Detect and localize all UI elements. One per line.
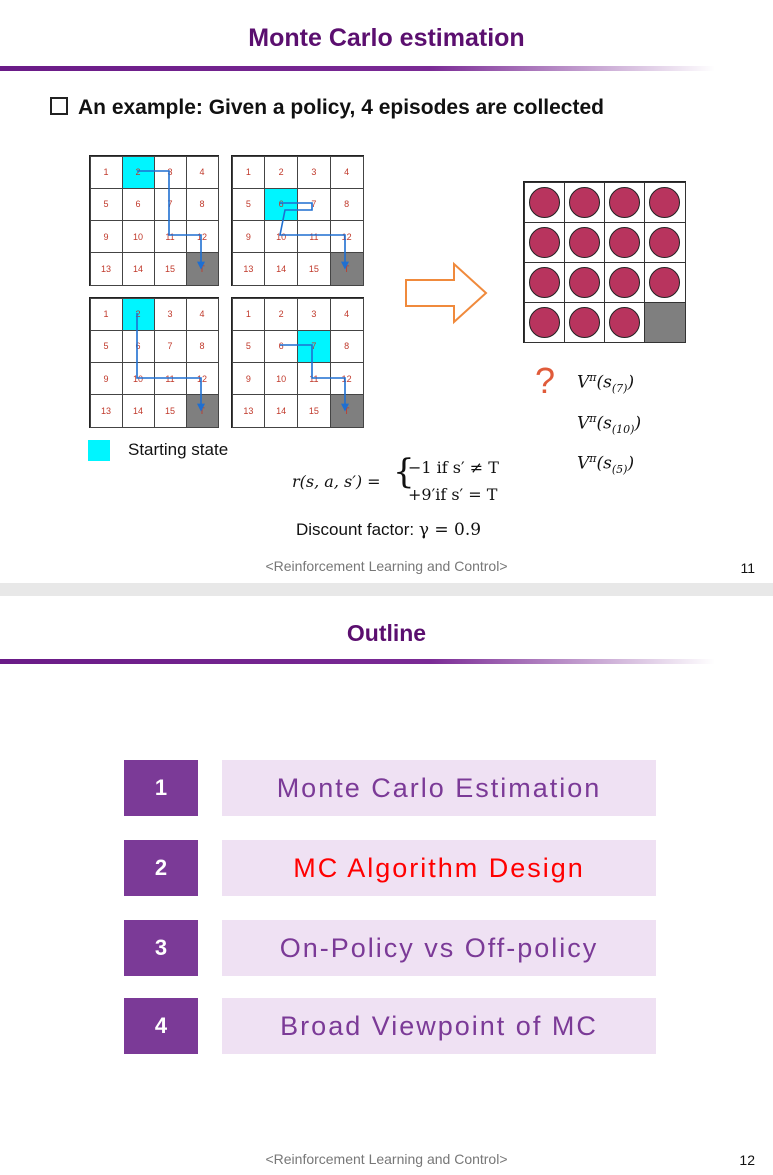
value-cell bbox=[564, 222, 605, 263]
value-dot-icon bbox=[529, 187, 560, 218]
outline-number-4: 4 bbox=[124, 998, 198, 1054]
grid-cell: 4 bbox=[186, 298, 219, 331]
value-v7: $V^\pi(s_{(7)})$ bbox=[577, 371, 635, 396]
right-arrow-icon bbox=[404, 262, 488, 324]
grid-cell: 14 bbox=[122, 252, 155, 285]
grid-cell: 8 bbox=[186, 188, 219, 221]
grid-cell: 12 bbox=[330, 220, 364, 253]
terminal-cell: T bbox=[186, 252, 219, 285]
value-cell bbox=[604, 302, 645, 343]
value-dot-icon bbox=[649, 267, 680, 298]
grid-cell: 2 bbox=[122, 298, 155, 331]
grid-cell: 5 bbox=[90, 330, 123, 363]
discount-value: γ = 0.9 bbox=[418, 520, 482, 540]
value-dot-icon bbox=[609, 267, 640, 298]
grid-cell: 15 bbox=[297, 394, 331, 427]
starting-state-swatch bbox=[88, 440, 110, 461]
outline-item-4[interactable]: Broad Viewpoint of MC bbox=[222, 998, 656, 1054]
heading-text: An example: Given a policy, 4 episodes are collected bbox=[78, 96, 604, 119]
grid-cell: 10 bbox=[264, 362, 298, 395]
footer: <Reinforcement Learning and Control> bbox=[265, 1151, 508, 1167]
value-cell bbox=[644, 222, 685, 263]
value-dot-icon bbox=[569, 227, 600, 258]
value-dot-icon bbox=[529, 227, 560, 258]
grid-cell: 3 bbox=[297, 298, 331, 331]
value-dot-icon bbox=[569, 187, 600, 218]
grid-cell: 9 bbox=[90, 220, 123, 253]
grid-cell: 15 bbox=[154, 394, 187, 427]
value-dot-icon bbox=[609, 307, 640, 338]
outline-item-2[interactable]: MC Algorithm Design bbox=[222, 840, 656, 896]
slide-title: Outline bbox=[346, 620, 427, 646]
value-cell bbox=[644, 182, 685, 223]
episode-grid-1 bbox=[89, 155, 219, 286]
grid-cell: 3 bbox=[154, 156, 187, 189]
value-cell bbox=[564, 302, 605, 343]
grid-cell: 10 bbox=[122, 362, 155, 395]
grid-cell: 14 bbox=[264, 394, 298, 427]
value-cell bbox=[524, 222, 565, 263]
value-cell bbox=[644, 262, 685, 303]
reward-case-2: +9′if s′ = T bbox=[408, 485, 498, 504]
grid-cell: 12 bbox=[186, 362, 219, 395]
value-v5: $V^\pi(s_{(5)})$ bbox=[577, 452, 635, 477]
terminal-cell: T bbox=[186, 394, 219, 427]
grid-cell: 4 bbox=[330, 156, 364, 189]
episode-grid-4 bbox=[231, 297, 364, 428]
slide-11 bbox=[0, 0, 773, 583]
page-number: 11 bbox=[740, 560, 755, 576]
terminal-cell: T bbox=[330, 394, 364, 427]
grid-cell: 11 bbox=[154, 362, 187, 395]
grid-cell: 15 bbox=[154, 252, 187, 285]
grid-cell: 15 bbox=[297, 252, 331, 285]
value-dot-icon bbox=[529, 267, 560, 298]
terminal-cell: T bbox=[330, 252, 364, 285]
grid-cell: 7 bbox=[154, 330, 187, 363]
value-cell bbox=[604, 222, 645, 263]
slide-title: Monte Carlo estimation bbox=[248, 24, 525, 52]
grid-cell: 5 bbox=[232, 330, 266, 363]
slide-heading bbox=[50, 96, 604, 120]
value-dot-icon bbox=[609, 227, 640, 258]
grid-cell: 8 bbox=[186, 330, 219, 363]
grid-cell: 9 bbox=[232, 220, 266, 253]
grid-cell: 4 bbox=[186, 156, 219, 189]
grid-cell: 13 bbox=[90, 252, 123, 285]
grid-cell: 2 bbox=[264, 298, 298, 331]
grid-cell: 7 bbox=[297, 188, 331, 221]
value-cell bbox=[604, 262, 645, 303]
episode-grid-3 bbox=[89, 297, 219, 428]
episode-grid-2 bbox=[231, 155, 364, 286]
value-cell bbox=[524, 182, 565, 223]
grid-cell: 9 bbox=[90, 362, 123, 395]
grid-cell: 13 bbox=[232, 394, 266, 427]
value-dot-icon bbox=[569, 267, 600, 298]
grid-cell: 7 bbox=[154, 188, 187, 221]
grid-cell: 5 bbox=[232, 188, 266, 221]
starting-state-label: Starting state bbox=[128, 440, 229, 459]
value-dot-icon bbox=[649, 187, 680, 218]
grid-cell: 4 bbox=[330, 298, 364, 331]
outline-number-3: 3 bbox=[124, 920, 198, 976]
value-v10: $V^\pi(s_{(10)})$ bbox=[577, 412, 642, 437]
value-cell bbox=[524, 302, 565, 343]
grid-cell: 3 bbox=[154, 298, 187, 331]
outline-number-1: 1 bbox=[124, 760, 198, 816]
value-dot-icon bbox=[609, 187, 640, 218]
outline-number-2: 2 bbox=[124, 840, 198, 896]
grid-cell: 8 bbox=[330, 188, 364, 221]
grid-cell: 14 bbox=[122, 394, 155, 427]
brace: { bbox=[393, 452, 415, 492]
grid-cell: 2 bbox=[122, 156, 155, 189]
grid-cell: 11 bbox=[297, 220, 331, 253]
grid-cell: 1 bbox=[232, 298, 266, 331]
value-cell bbox=[604, 182, 645, 223]
grid-cell: 13 bbox=[232, 252, 266, 285]
outline-item-3[interactable]: On-Policy vs Off-policy bbox=[222, 920, 656, 976]
footer: <Reinforcement Learning and Control> bbox=[265, 558, 508, 574]
grid-cell: 1 bbox=[232, 156, 266, 189]
grid-cell: 12 bbox=[186, 220, 219, 253]
reward-lhs: r(s, a, s′) = bbox=[292, 472, 381, 491]
slide-12 bbox=[0, 596, 773, 1175]
grid-cell: 1 bbox=[90, 298, 123, 331]
grid-cell: 12 bbox=[330, 362, 364, 395]
grid-cell: 6 bbox=[264, 188, 298, 221]
value-cell bbox=[564, 262, 605, 303]
grid-cell: 6 bbox=[122, 330, 155, 363]
checkbox-bullet-icon bbox=[50, 97, 68, 115]
question-mark: ? bbox=[535, 360, 556, 401]
discount-factor bbox=[296, 520, 481, 540]
grid-cell: 9 bbox=[232, 362, 266, 395]
grid-cell: 2 bbox=[264, 156, 298, 189]
grid-cell: 7 bbox=[297, 330, 331, 363]
page-number: 12 bbox=[739, 1152, 755, 1168]
discount-label: Discount factor: bbox=[296, 520, 419, 539]
reward-case-1: −1 if s′ ≠ T bbox=[408, 458, 499, 477]
grid-cell: 1 bbox=[90, 156, 123, 189]
grid-cell: 5 bbox=[90, 188, 123, 221]
grid-cell: 8 bbox=[330, 330, 364, 363]
grid-cell: 6 bbox=[264, 330, 298, 363]
grid-cell: 10 bbox=[264, 220, 298, 253]
grid-cell: 6 bbox=[122, 188, 155, 221]
terminal-cell bbox=[644, 302, 685, 343]
grid-cell: 10 bbox=[122, 220, 155, 253]
grid-cell: 11 bbox=[154, 220, 187, 253]
value-dot-icon bbox=[569, 307, 600, 338]
grid-cell: 14 bbox=[264, 252, 298, 285]
value-grid bbox=[523, 181, 686, 343]
title-underline bbox=[0, 66, 715, 71]
outline-item-1[interactable]: Monte Carlo Estimation bbox=[222, 760, 656, 816]
grid-cell: 13 bbox=[90, 394, 123, 427]
value-dot-icon bbox=[529, 307, 560, 338]
value-dot-icon bbox=[649, 227, 680, 258]
value-cell bbox=[524, 262, 565, 303]
slide-separator bbox=[0, 583, 773, 596]
grid-cell: 3 bbox=[297, 156, 331, 189]
value-cell bbox=[564, 182, 605, 223]
grid-cell: 11 bbox=[297, 362, 331, 395]
title-underline bbox=[0, 659, 715, 664]
